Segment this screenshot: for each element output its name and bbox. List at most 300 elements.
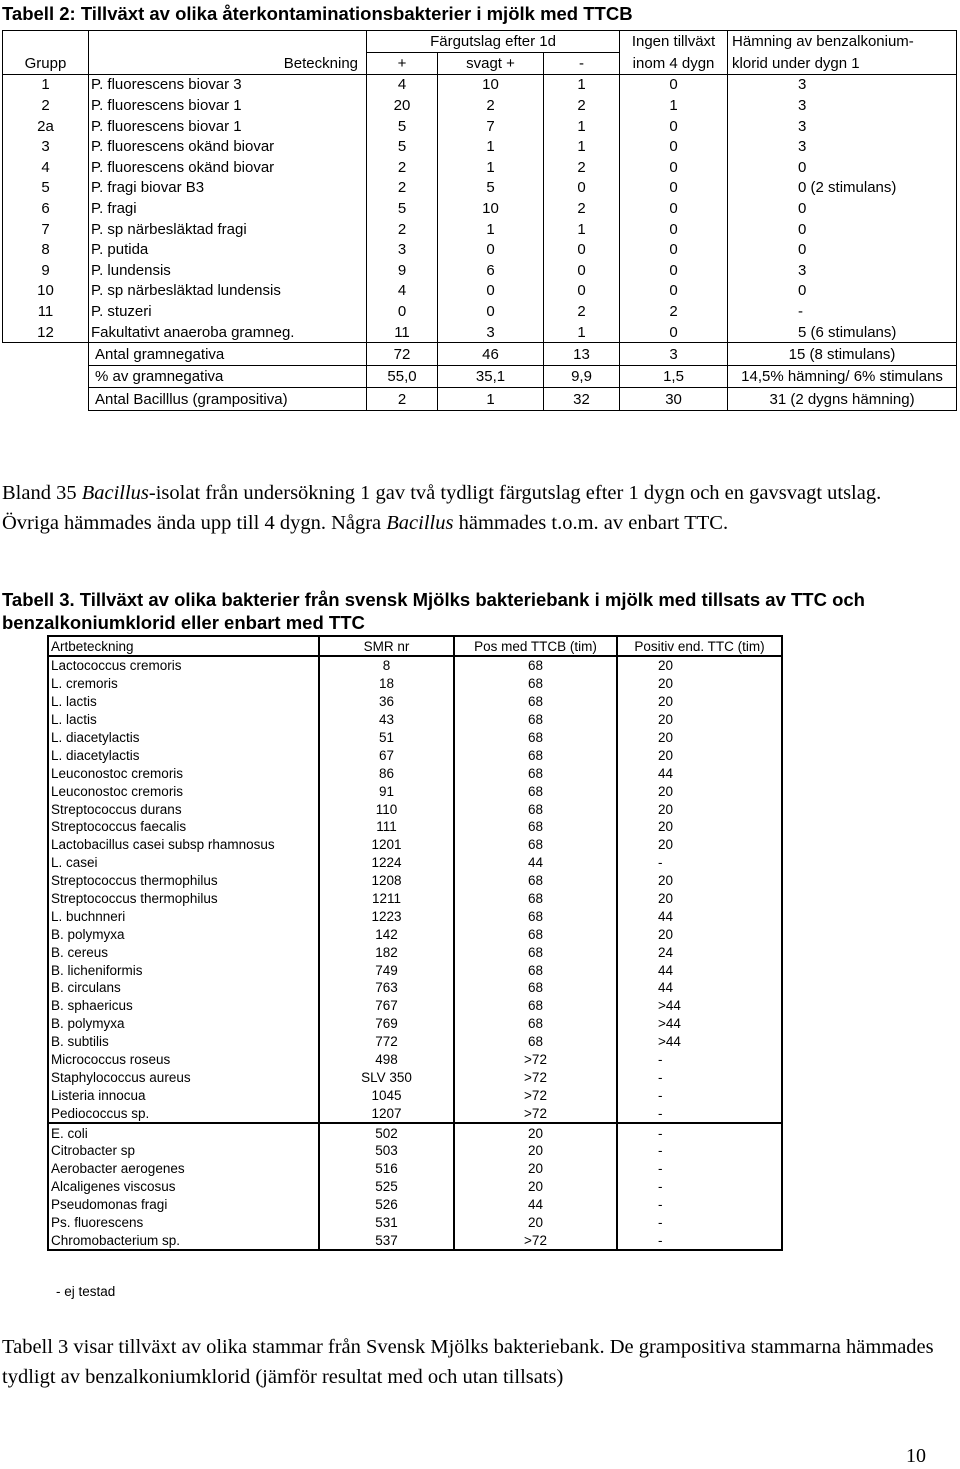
t3-smr-nr: 8 [319,656,454,675]
table2-cell-b: 6 [438,260,544,281]
t3-pos-ttcb: 20 [454,1214,617,1232]
table2-cell-a: 2 [367,219,438,240]
table2-summary-c: 32 [544,388,620,411]
table2-cell-n: P. sp närbesläktad fragi [89,219,367,240]
table2-summary-c: 13 [544,343,620,366]
t3-smr-nr: 91 [319,782,454,800]
t3-species: Leuconostoc cremoris [48,764,319,782]
paragraph-bacillus [2,478,932,538]
table3-title: Tabell 3. Tillväxt av olika bakterier från svensk Mjölks bakteriebank i mjölk med tillsats av TTC och benzalkoniumklorid eller enbart med TTC [2,589,865,633]
table2-cell-d: 0 [620,219,728,240]
t3-smr-nr: SLV 350 [319,1068,454,1086]
t3-pos-ttcb: 68 [454,997,617,1015]
table2-cell-c: 1 [544,322,620,343]
t3-pos-ttc: - [617,1196,782,1214]
table2-row [3,219,957,240]
table2-row [3,95,957,116]
table2-row [3,116,957,137]
header-color-group: Färgutslag efter 1d [367,31,620,53]
t3-pos-ttc: 20 [617,711,782,729]
t3-pos-ttcb: 68 [454,890,617,908]
page-number: 10 [906,1445,926,1467]
table2-cell-a: 20 [367,95,438,116]
table2-cell-n: P. fluorescens biovar 3 [89,74,367,95]
table2-cell-e: 0 [728,219,957,240]
table2-row [3,239,957,260]
table2-cell-b: 2 [438,95,544,116]
t3-species: B. circulans [48,979,319,997]
table3-row [48,1178,782,1196]
table2-summary-e: 31 (2 dygns hämning) [728,388,957,411]
header-plus: + [367,53,438,75]
table3-row [48,764,782,782]
table2-row [3,198,957,219]
t3-pos-ttcb: >72 [454,1104,617,1123]
t3-pos-ttcb: 68 [454,746,617,764]
t3-pos-ttc: - [617,1232,782,1251]
table3-row [48,890,782,908]
t3-smr-nr: 498 [319,1051,454,1069]
table2-cell-n: P. fluorescens okänd biovar [89,157,367,178]
table2-summary-b: 46 [438,343,544,366]
t3-pos-ttc: - [617,1142,782,1160]
table2-cell-g: 5 [3,178,89,199]
table2-summary-c: 9,9 [544,365,620,388]
t3-pos-ttc: 20 [617,782,782,800]
t3-pos-ttc: - [617,1104,782,1123]
table3-row [48,1104,782,1123]
t3-smr-nr: 772 [319,1033,454,1051]
table2-cell-c: 0 [544,239,620,260]
table2-row [3,281,957,302]
table3-row [48,1142,782,1160]
t3-header-smr: SMR nr [319,636,454,656]
t3-header-species: Artbeteckning [48,636,319,656]
t3-species: L. diacetylactis [48,746,319,764]
table2-cell-c: 2 [544,157,620,178]
t3-species: Chromobacterium sp. [48,1232,319,1251]
table2-cell-c: 2 [544,95,620,116]
header-minus: - [544,53,620,75]
t3-pos-ttcb: 68 [454,907,617,925]
t3-species: Staphylococcus aureus [48,1068,319,1086]
t3-pos-ttcb: 68 [454,764,617,782]
table2-summary-n: % av gramnegativa [89,365,367,388]
t3-pos-ttc: >44 [617,997,782,1015]
table2-cell-e: 3 [728,116,957,137]
t3-smr-nr: 531 [319,1214,454,1232]
t3-species: Micrococcus roseus [48,1051,319,1069]
table2-cell-b: 5 [438,178,544,199]
t3-pos-ttcb: 20 [454,1178,617,1196]
t3-smr-nr: 767 [319,997,454,1015]
table2-blank-cell [3,365,89,388]
table2-cell-c: 1 [544,116,620,137]
table3-row [48,800,782,818]
table2-cell-a: 5 [367,116,438,137]
t3-species: Lactobacillus casei subsp rhamnosus [48,836,319,854]
table3-row [48,656,782,675]
t3-pos-ttc: - [617,1068,782,1086]
table3-row [48,729,782,747]
table2-cell-e: 0 [728,198,957,219]
table3-row [48,854,782,872]
table2-cell-g: 10 [3,281,89,302]
t3-smr-nr: 111 [319,818,454,836]
table3-row [48,872,782,890]
t3-species: Streptococcus faecalis [48,818,319,836]
t3-species: L. cremoris [48,675,319,693]
table2-summary-a: 72 [367,343,438,366]
table2-cell-e: 0 (2 stimulans) [728,178,957,199]
t3-pos-ttcb: >72 [454,1051,617,1069]
header-inhibition-2: klorid under dygn 1 [728,53,957,75]
table2-cell-d: 0 [620,322,728,343]
t3-pos-ttc: - [617,1160,782,1178]
table2-cell-n: P. fragi [89,198,367,219]
table2-cell-d: 0 [620,74,728,95]
table2-cell-b: 0 [438,281,544,302]
t3-smr-nr: 1223 [319,907,454,925]
table3-note: - ej testad [56,1284,116,1299]
header-group: Grupp [3,53,89,75]
table2-header-row2 [3,53,957,75]
table2-cell-a: 9 [367,260,438,281]
table2-cell-g: 2a [3,116,89,137]
table2-cell-c: 0 [544,260,620,281]
t3-pos-ttc: 20 [617,800,782,818]
table3-row [48,997,782,1015]
table2-row [3,301,957,322]
t3-pos-ttcb: 68 [454,782,617,800]
t3-species: B. subtilis [48,1033,319,1051]
table2-summary-row [3,365,957,388]
t3-smr-nr: 67 [319,746,454,764]
table2-cell-g: 3 [3,136,89,157]
table2-cell-n: P. putida [89,239,367,260]
t3-species: Listeria innocua [48,1086,319,1104]
t3-pos-ttc: 20 [617,836,782,854]
paragraph-italic: Bacillus [81,482,149,504]
t3-smr-nr: 36 [319,693,454,711]
table2-summary-a: 55,0 [367,365,438,388]
table2-cell-a: 3 [367,239,438,260]
table2-summary-b: 35,1 [438,365,544,388]
t3-species: L. lactis [48,711,319,729]
table2-cell-e: 3 [728,95,957,116]
t3-pos-ttc: 44 [617,764,782,782]
t3-pos-ttcb: 68 [454,943,617,961]
table2-cell-e: 3 [728,136,957,157]
table2-summary-d: 30 [620,388,728,411]
table2-cell-c: 1 [544,136,620,157]
t3-smr-nr: 525 [319,1178,454,1196]
paragraph-text: hämmades t.o.m. av enbart TTC. [453,512,729,534]
t3-species: E. coli [48,1123,319,1142]
t3-pos-ttcb: 68 [454,656,617,675]
table3-row [48,1086,782,1104]
t3-species: B. licheniformis [48,961,319,979]
t3-species: Alcaligenes viscosus [48,1178,319,1196]
table2-cell-c: 1 [544,219,620,240]
table2-cell-d: 0 [620,157,728,178]
table2-cell-n: P. fluorescens okänd biovar [89,136,367,157]
table2-cell-e: 0 [728,239,957,260]
header-weak: svagt + [438,53,544,75]
table2-summary-row [3,343,957,366]
t3-smr-nr: 769 [319,1015,454,1033]
t3-pos-ttcb: 68 [454,979,617,997]
t3-smr-nr: 1208 [319,872,454,890]
t3-smr-nr: 526 [319,1196,454,1214]
table2-row [3,322,957,343]
t3-pos-ttcb: >72 [454,1232,617,1251]
table2-cell-n: P. sp närbesläktad lundensis [89,281,367,302]
t3-pos-ttc: 20 [617,693,782,711]
t3-species: L. buchnneri [48,907,319,925]
table3-row [48,1015,782,1033]
t3-species: Streptococcus durans [48,800,319,818]
table2-cell-c: 0 [544,178,620,199]
table3-row [48,836,782,854]
table3-row [48,1214,782,1232]
table3-row [48,1051,782,1069]
t3-species: B. polymyxa [48,1015,319,1033]
t3-smr-nr: 1211 [319,890,454,908]
t3-pos-ttcb: 68 [454,961,617,979]
table2-cell-g: 12 [3,322,89,343]
t3-smr-nr: 18 [319,675,454,693]
t3-pos-ttc: 44 [617,961,782,979]
table3-row [48,1196,782,1214]
table2-row [3,157,957,178]
table3-row [48,1123,782,1142]
t3-smr-nr: 182 [319,943,454,961]
t3-species: L. casei [48,854,319,872]
table2-cell-c: 0 [544,281,620,302]
t3-pos-ttcb: 68 [454,711,617,729]
t3-pos-ttcb: 20 [454,1160,617,1178]
table2-summary-d: 1,5 [620,365,728,388]
table2-cell-b: 10 [438,74,544,95]
header-name: Beteckning [89,53,367,75]
table2-cell-b: 3 [438,322,544,343]
t3-species: Ps. fluorescens [48,1214,319,1232]
table2-cell-a: 11 [367,322,438,343]
t3-pos-ttc: >44 [617,1033,782,1051]
t3-smr-nr: 51 [319,729,454,747]
table2-cell-a: 5 [367,136,438,157]
table2-cell-a: 0 [367,301,438,322]
table2-cell-e: 0 [728,281,957,302]
t3-pos-ttc: 44 [617,907,782,925]
t3-smr-nr: 1201 [319,836,454,854]
table2-cell-d: 0 [620,239,728,260]
table3-row [48,961,782,979]
t3-smr-nr: 142 [319,925,454,943]
table2-cell-e: - [728,301,957,322]
table2-title: Tabell 2: Tillväxt av olika återkontaminationsbakterier i mjölk med TTCB [2,3,633,24]
table2-summary-n: Antal Bacilllus (grampositiva) [89,388,367,411]
t3-pos-ttcb: 20 [454,1123,617,1142]
table3-row [48,1160,782,1178]
t3-smr-nr: 503 [319,1142,454,1160]
table2-cell-g: 7 [3,219,89,240]
table2-cell-c: 1 [544,74,620,95]
table2-cell-d: 0 [620,260,728,281]
table2-summary-e: 15 (8 stimulans) [728,343,957,366]
table2-blank-cell [3,343,89,366]
t3-pos-ttc: >44 [617,1015,782,1033]
table2-cell-e: 3 [728,74,957,95]
table3-row [48,1232,782,1251]
t3-pos-ttc: - [617,854,782,872]
table2-cell-g: 8 [3,239,89,260]
table3-row [48,818,782,836]
t3-pos-ttc: 20 [617,656,782,675]
table2-cell-n: Fakultativt anaeroba gramneg. [89,322,367,343]
t3-smr-nr: 43 [319,711,454,729]
t3-pos-ttc: 20 [617,746,782,764]
t3-pos-ttc: - [617,1178,782,1196]
table2-cell-d: 1 [620,95,728,116]
t3-species: Pseudomonas fragi [48,1196,319,1214]
table2-cell-d: 0 [620,136,728,157]
paragraph-text: Bland 35 [2,482,82,504]
t3-species: Streptococcus thermophilus [48,872,319,890]
t3-pos-ttc: 20 [617,872,782,890]
t3-pos-ttc: 20 [617,818,782,836]
table2-cell-d: 0 [620,116,728,137]
t3-pos-ttcb: 68 [454,925,617,943]
table2-cell-e: 5 (6 stimulans) [728,322,957,343]
t3-pos-ttcb: 68 [454,1015,617,1033]
table2-row [3,178,957,199]
table2-summary-n: Antal gramnegativa [89,343,367,366]
t3-pos-ttcb: 68 [454,1033,617,1051]
table2-cell-e: 0 [728,157,957,178]
table3-row [48,746,782,764]
t3-species: B. polymyxa [48,925,319,943]
table2-row [3,136,957,157]
table2-cell-b: 0 [438,301,544,322]
table2-cell-c: 2 [544,301,620,322]
t3-pos-ttcb: 68 [454,818,617,836]
table2-cell-n: P. fragi biovar B3 [89,178,367,199]
t3-species: B. sphaericus [48,997,319,1015]
t3-smr-nr: 110 [319,800,454,818]
t3-smr-nr: 1045 [319,1086,454,1104]
t3-pos-ttcb: 68 [454,836,617,854]
table2-cell-g: 4 [3,157,89,178]
table2-summary-row [3,388,957,411]
t3-species: Streptococcus thermophilus [48,890,319,908]
table2-cell-g: 1 [3,74,89,95]
header-no-growth: Ingen tillväxt [620,31,728,53]
t3-pos-ttcb: 44 [454,1196,617,1214]
table2-row [3,74,957,95]
table2-cell-d: 0 [620,281,728,302]
table2-summary-a: 2 [367,388,438,411]
header-inhibition: Hämning av benzalkonium- [728,31,957,53]
t3-smr-nr: 1207 [319,1104,454,1123]
t3-pos-ttcb: >72 [454,1068,617,1086]
table2 [2,30,957,411]
t3-species: Leuconostoc cremoris [48,782,319,800]
t3-pos-ttcb: 44 [454,854,617,872]
table2-row [3,260,957,281]
paragraph-text: -isolat från undersökning 1 gav två tydligt färgutslag efter 1 dygn och en gavsvagt utslag. Övriga hämmades ända upp till 4 dygn. Några [2,482,882,534]
table2-cell-d: 0 [620,198,728,219]
table2-cell-b: 10 [438,198,544,219]
t3-pos-ttc: - [617,1123,782,1142]
table2-cell-a: 4 [367,74,438,95]
t3-pos-ttcb: 68 [454,800,617,818]
t3-pos-ttc: - [617,1214,782,1232]
t3-pos-ttcb: 68 [454,693,617,711]
table2-cell-g: 9 [3,260,89,281]
t3-pos-ttc: 20 [617,890,782,908]
t3-species: L. diacetylactis [48,729,319,747]
t3-pos-ttc: 20 [617,675,782,693]
t3-species: L. lactis [48,693,319,711]
t3-smr-nr: 502 [319,1123,454,1142]
paragraph-italic: Bacillus [386,512,454,534]
table2-cell-b: 1 [438,136,544,157]
table2-cell-n: P. stuzeri [89,301,367,322]
t3-smr-nr: 516 [319,1160,454,1178]
t3-pos-ttcb: 68 [454,729,617,747]
t3-header-ttc: Positiv end. TTC (tim) [617,636,782,656]
table2-cell-n: P. fluorescens biovar 1 [89,95,367,116]
t3-species: Aerobacter aerogenes [48,1160,319,1178]
table3-row [48,782,782,800]
table2-summary-b: 1 [438,388,544,411]
table2-cell-b: 0 [438,239,544,260]
table2-cell-d: 0 [620,178,728,199]
t3-pos-ttc: - [617,1086,782,1104]
t3-species: Lactococcus cremoris [48,656,319,675]
table2-cell-d: 2 [620,301,728,322]
table2-cell-a: 5 [367,198,438,219]
table3-row [48,925,782,943]
table2-cell-b: 7 [438,116,544,137]
t3-smr-nr: 749 [319,961,454,979]
table2-cell-n: P. fluorescens biovar 1 [89,116,367,137]
t3-pos-ttcb: >72 [454,1086,617,1104]
table2-cell-a: 4 [367,281,438,302]
t3-smr-nr: 1224 [319,854,454,872]
table2-cell-g: 6 [3,198,89,219]
t3-header-ttcb: Pos med TTCB (tim) [454,636,617,656]
t3-pos-ttc: 44 [617,979,782,997]
t3-species: Citrobacter sp [48,1142,319,1160]
table2-cell-e: 3 [728,260,957,281]
table3-row [48,979,782,997]
table3 [47,635,783,1251]
t3-pos-ttc: 24 [617,943,782,961]
table2-cell-b: 1 [438,157,544,178]
table2-cell-b: 1 [438,219,544,240]
t3-smr-nr: 763 [319,979,454,997]
table3-row [48,693,782,711]
table3-row [48,943,782,961]
t3-pos-ttcb: 68 [454,675,617,693]
t3-species: B. cereus [48,943,319,961]
table2-cell-g: 11 [3,301,89,322]
t3-species: Pediococcus sp. [48,1104,319,1123]
table3-row [48,711,782,729]
